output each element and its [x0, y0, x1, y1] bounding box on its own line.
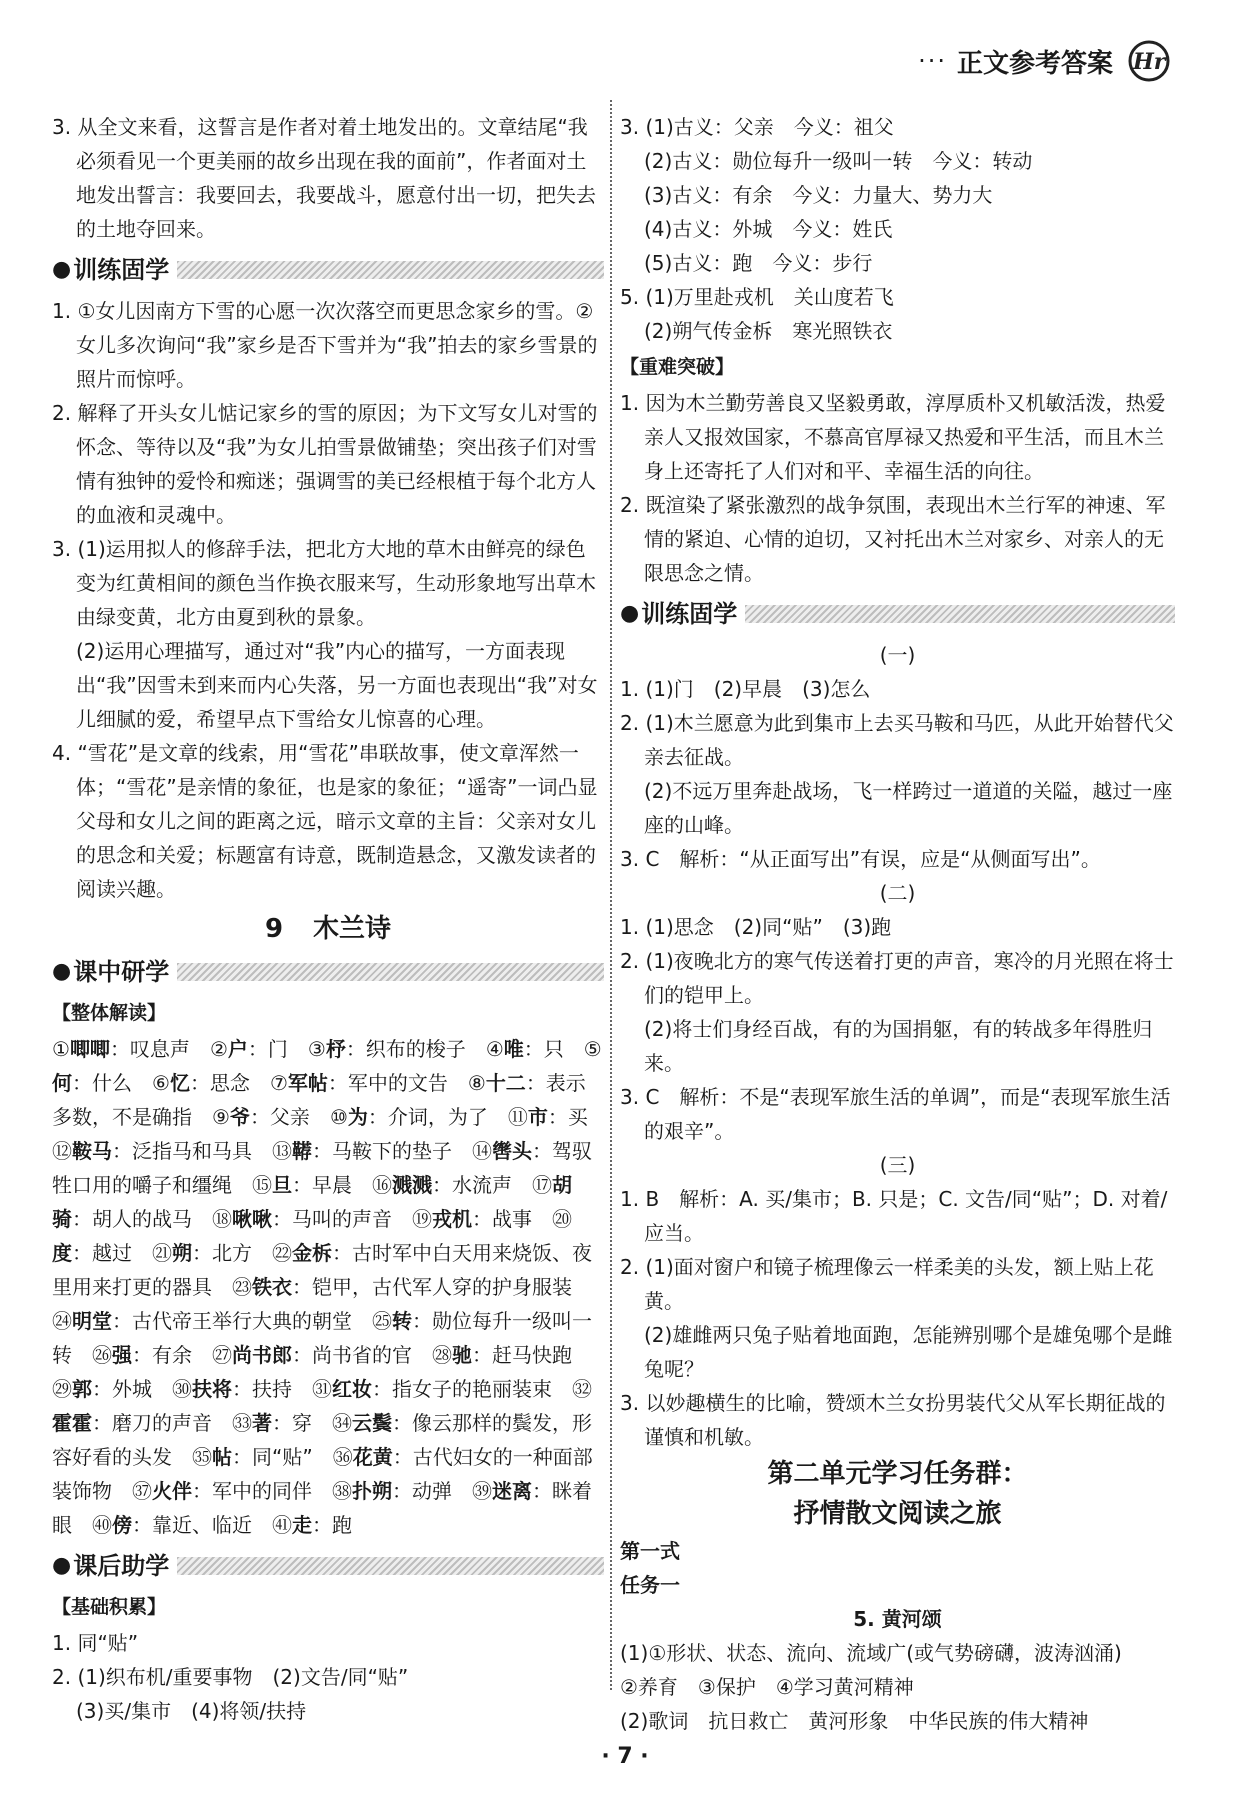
- vocab-definition: ：什么: [72, 1071, 152, 1095]
- vocab-term: 金柝: [292, 1241, 332, 1265]
- page-header: [918, 40, 1175, 82]
- vocab-number: ㊳: [332, 1479, 352, 1503]
- vocab-entry: [412, 1207, 552, 1231]
- tag-whole-reading: 【整体解读】: [52, 1002, 167, 1024]
- vocab-definition: ：介词，为了: [367, 1105, 508, 1129]
- vocab-definition: ：早晨: [292, 1173, 372, 1197]
- vocab-definition: ：古时军中白天用来烧饭、夜里用来打更的器具: [52, 1241, 592, 1299]
- answer-item: 5. (1)万里赴戎机 关山度若飞: [620, 285, 894, 309]
- vocab-term: 啾啾: [232, 1207, 272, 1231]
- vocab-number: ㉟: [192, 1445, 212, 1469]
- answer-item: (2)歌词 抗日救亡 黄河形象 中华民族的伟大精神: [620, 1709, 1089, 1733]
- vocab-entry: [272, 1513, 352, 1537]
- vocab-number: ㉗: [212, 1343, 232, 1367]
- vocab-definition: ：同“贴”: [232, 1445, 333, 1469]
- vocab-definition: ：胡人的战马: [72, 1207, 212, 1231]
- heading-stripe: [177, 261, 604, 279]
- part-label: (一): [879, 643, 916, 667]
- vocab-entry: [508, 1105, 608, 1129]
- vocab-definition: ：越过: [72, 1241, 152, 1265]
- vocab-number: ㉙: [52, 1377, 72, 1401]
- brand-logo-icon: [1123, 40, 1175, 82]
- vocab-term: 度: [52, 1241, 72, 1265]
- answer-item: 3. (1)运用拟人的修辞手法，把北方大地的草木由鲜亮的绿色变为红黄相间的颜色当作换衣服来写，生动形象地写出草木由绿变黄，北方由夏到秋的景象。: [52, 537, 596, 629]
- vocab-term: 霍霍: [52, 1411, 92, 1435]
- vocab-definition: ：只: [523, 1037, 584, 1061]
- answer-item: 2. (1)夜晚北方的寒气传送着打更的声音，寒冷的月光照在将士们的铠甲上。: [620, 949, 1174, 1007]
- vocab-term: 著: [252, 1411, 272, 1435]
- vocab-number: ⑮: [252, 1173, 272, 1197]
- section-title: 课中研学: [73, 958, 170, 986]
- vocab-number: ㉜: [572, 1377, 592, 1401]
- vocab-entry: [372, 1173, 532, 1197]
- vocab-term: 扶将: [192, 1377, 232, 1401]
- vocab-number: ㊲: [132, 1479, 152, 1503]
- answer-item: 2. (1)木兰愿意为此到集市上去买马鞍和马匹，从此开始替代父亲去征战。: [620, 711, 1174, 769]
- vocab-term: 忆: [169, 1071, 190, 1095]
- vocab-term: 强: [112, 1343, 132, 1367]
- vocab-term: 何: [52, 1071, 72, 1095]
- vocab-number: ㉓: [232, 1275, 252, 1299]
- bullet-icon: ●: [620, 601, 640, 626]
- vocab-number: ㊱: [332, 1445, 353, 1469]
- vocab-definition: ：赶马快跑: [472, 1343, 592, 1367]
- vocab-definition: ：磨刀的声音: [92, 1411, 232, 1435]
- vocab-term: 唯: [503, 1037, 524, 1061]
- vocab-term: 爷: [229, 1105, 250, 1129]
- vocab-term: 胡骑: [52, 1173, 572, 1231]
- vocab-entry: [432, 1343, 592, 1367]
- vocab-entry: [212, 1343, 432, 1367]
- vocab-number: ⑯: [372, 1173, 392, 1197]
- answer-item: 3. C 解析：不是“表现军旅生活的单调”，而是“表现军旅生活的艰辛”。: [620, 1085, 1171, 1143]
- answer-item: 2. (1)织布机/重要事物 (2)文告/同“贴”: [52, 1665, 409, 1689]
- vocab-term: 明堂: [72, 1309, 112, 1333]
- header-title: 正文参考答案: [956, 48, 1113, 79]
- vocab-number: ㉝: [232, 1411, 252, 1435]
- vocab-definition: ：军中的同伴: [192, 1479, 332, 1503]
- vocab-term: 走: [292, 1513, 312, 1537]
- vocab-definition: ：扶持: [232, 1377, 312, 1401]
- vocab-term: 杼: [325, 1037, 346, 1061]
- poem-title: 5. 黄河颂: [853, 1607, 942, 1631]
- vocab-definition: ：外城: [92, 1377, 172, 1401]
- vocab-definition: ：有余: [132, 1343, 212, 1367]
- answer-item: (5)古义：跑 今义：步行: [644, 251, 873, 275]
- vocab-entry: [252, 1173, 372, 1197]
- vocab-term: 唧唧: [69, 1037, 110, 1061]
- answer-item: ②养育 ③保护 ④学习黄河精神: [620, 1675, 914, 1699]
- section-title: 课后助学: [73, 1552, 170, 1580]
- vocab-definition: ：驾驭牲口用的嚼子和缰绳: [52, 1139, 592, 1197]
- page-number: · 7 ·: [601, 1744, 649, 1769]
- vocab-number: ⑤: [583, 1037, 602, 1061]
- vocab-entry: [152, 1071, 270, 1095]
- vocab-definition: ：表示多数，不是确指: [52, 1071, 586, 1129]
- vocab-term: 鞯: [292, 1139, 312, 1163]
- vocab-term: 傍: [112, 1513, 132, 1537]
- section-title: 训练固学: [73, 256, 170, 284]
- vocab-number: ⑩: [329, 1105, 348, 1129]
- vocab-definition: ：水流声: [432, 1173, 532, 1197]
- vocab-number: ⑦: [269, 1071, 288, 1095]
- vocab-list: [52, 1032, 608, 1542]
- vocab-number: ㉒: [272, 1241, 292, 1265]
- vocab-entry: [92, 1343, 212, 1367]
- header-dots: ···: [918, 47, 947, 75]
- answer-item: (2)朔气传金柝 寒光照铁衣: [644, 319, 893, 343]
- part-label: (二): [879, 881, 916, 905]
- vocab-definition: ：铠甲，古代军人穿的护身服装: [292, 1275, 592, 1299]
- vocab-definition: ：古代妇女的一种面部装饰物: [52, 1445, 593, 1503]
- section-heading-after: [52, 1546, 604, 1586]
- vocab-entry: [52, 1037, 210, 1061]
- vocab-entry: [486, 1037, 584, 1061]
- vocab-term: 迷离: [492, 1479, 532, 1503]
- column-divider: [610, 100, 612, 1690]
- vocab-definition: ：叹息声: [109, 1037, 210, 1061]
- vocab-term: 驰: [452, 1343, 472, 1367]
- vocab-entry: [172, 1377, 312, 1401]
- vocab-number: ㉞: [332, 1411, 352, 1435]
- vocab-number: ⑫: [52, 1139, 72, 1163]
- vocab-number: ④: [485, 1037, 504, 1061]
- answer-item: (2)古义：勋位每升一级叫一转 今义：转动: [644, 149, 1033, 173]
- vocab-term: 市: [527, 1105, 548, 1129]
- vocab-number: ⑱: [212, 1207, 232, 1231]
- vocab-number: ㉕: [372, 1309, 392, 1333]
- vocab-term: 戎机: [432, 1207, 472, 1231]
- vocab-definition: ：马鞍下的垫子: [312, 1139, 472, 1163]
- answer-item: (2)雄雌两只兔子贴着地面跑，怎能辨别哪个是雄兔哪个是雌兔呢？: [644, 1323, 1173, 1381]
- vocab-number: ⑬: [272, 1139, 292, 1163]
- section-heading-train: [620, 594, 1175, 634]
- section-heading-train: [52, 250, 604, 290]
- vocab-entry: [212, 1105, 330, 1129]
- answer-item: 1. B 解析：A. 买/集市；B. 只是；C. 文告/同“贴”；D. 对着/应当。: [620, 1187, 1168, 1245]
- vocab-term: 为: [347, 1105, 368, 1129]
- task-label: 任务一: [620, 1573, 680, 1597]
- vocab-term: 旦: [272, 1173, 292, 1197]
- section-title: 训练固学: [641, 600, 738, 628]
- answer-item: (2)运用心理描写，通过对“我”内心的描写，一方面表现出“我”因雪未到来而内心失落，另一方面也表现出“我”对女儿细腻的爱，希望早点下雪给女儿惊喜的心理。: [76, 639, 598, 731]
- answer-item: (3)古义：有余 今义：力量大、势力大: [644, 183, 993, 207]
- vocab-definition: ：穿: [272, 1411, 332, 1435]
- vocab-number: ⑥: [152, 1071, 170, 1095]
- vocab-entry: [212, 1207, 412, 1231]
- vocab-entry: [52, 1139, 272, 1163]
- vocab-definition: ：北方: [192, 1241, 272, 1265]
- vocab-definition: ：眯着眼: [52, 1479, 592, 1537]
- vocab-term: 帖: [212, 1445, 232, 1469]
- vocab-definition: ：指女子的艳丽装束: [372, 1377, 572, 1401]
- vocab-number: ⑪: [507, 1105, 528, 1129]
- vocab-definition: ：思念: [189, 1071, 270, 1095]
- part-label: (三): [879, 1153, 916, 1177]
- heading-stripe: [177, 1557, 604, 1575]
- vocab-definition: ：马叫的声音: [272, 1207, 412, 1231]
- vocab-term: 尚书郎: [232, 1343, 292, 1367]
- vocab-entry: [272, 1139, 472, 1163]
- bullet-icon: ●: [52, 1553, 72, 1578]
- vocab-definition: ：买: [547, 1105, 608, 1129]
- answer-item: 2. 解释了开头女儿惦记家乡的雪的原因；为下文写女儿对雪的怀念、等待以及“我”为女儿拍雪景做铺垫；突出孩子们对雪情有独钟的爱怜和痴迷；强调雪的美已经根植于每个北方人的血液和灵魂中。: [52, 401, 598, 527]
- left-column: [52, 110, 608, 1728]
- vocab-number: ⑰: [532, 1173, 552, 1197]
- vocab-number: ㊶: [272, 1513, 292, 1537]
- vocab-definition: ：军中的文告: [327, 1071, 468, 1095]
- answer-item: (4)古义：外城 今义：姓氏: [644, 217, 893, 241]
- vocab-number: ②: [209, 1037, 228, 1061]
- vocab-number: ㊵: [92, 1513, 112, 1537]
- vocab-term: 溅溅: [392, 1173, 432, 1197]
- answer-item: 3. 以妙趣横生的比喻，赞颂木兰女扮男装代父从军长期征战的谨慎和机敏。: [620, 1391, 1166, 1449]
- vocab-number: ㉛: [312, 1377, 332, 1401]
- vocab-term: 户: [227, 1037, 248, 1061]
- vocab-definition: ：像云那样的鬓发，形容好看的头发: [52, 1411, 592, 1469]
- vocab-entry: [270, 1071, 468, 1095]
- vocab-term: 转: [392, 1309, 412, 1333]
- vocab-number: ㉑: [152, 1241, 172, 1265]
- answer-item: 3. (1)古义：父亲 今义：祖父: [620, 115, 894, 139]
- bullet-icon: ●: [52, 257, 72, 282]
- vocab-term: 铁衣: [252, 1275, 292, 1299]
- vocab-number: ⑲: [412, 1207, 432, 1231]
- tag-key-points: 【重难突破】: [620, 356, 735, 378]
- vocab-definition: ：父亲: [249, 1105, 330, 1129]
- vocab-number: ③: [307, 1037, 326, 1061]
- answer-item: (3)买/集市 (4)将领/扶持: [76, 1699, 307, 1723]
- vocab-entry: [52, 1309, 372, 1333]
- vocab-entry: [132, 1479, 332, 1503]
- answer-item: (1)①形状、状态、流向、流域广(或气势磅礴，波涛汹涌): [620, 1641, 1122, 1665]
- svg-text:Hr: Hr: [1133, 49, 1166, 75]
- vocab-number: ⑳: [552, 1207, 572, 1231]
- vocab-number: ①: [52, 1037, 70, 1061]
- vocab-number: ⑭: [472, 1139, 492, 1163]
- vocab-entry: [192, 1445, 333, 1469]
- answer-item: 4. “雪花”是文章的线索，用“雪花”串联故事，使文章浑然一体；“雪花”是亲情的象征，也是家的象征；“遥寄”一词凸显父母和女儿之间的距离之远，暗示文章的主旨：父亲对女儿的思念和关爱；标题富有诗意，既制造悬念，又激发读者的阅读兴趣。: [52, 741, 598, 901]
- unit-title-line2: 抒情散文阅读之旅: [793, 1499, 1002, 1529]
- section-heading-class: [52, 952, 604, 992]
- answer-item: 1. (1)门 (2)早晨 (3)怎么: [620, 677, 871, 701]
- tag-basic: 【基础积累】: [52, 1596, 167, 1618]
- vocab-number: ㉖: [92, 1343, 112, 1367]
- answer-item: 2. (1)面对窗户和镜子梳理像云一样柔美的头发，额上贴上花黄。: [620, 1255, 1154, 1313]
- vocab-entry: [330, 1105, 508, 1129]
- answer-item: 3. C 解析：“从正面写出”有误，应是“从侧面写出”。: [620, 847, 1101, 871]
- vocab-definition: ：跑: [312, 1513, 352, 1537]
- bullet-icon: ●: [52, 959, 72, 984]
- vocab-definition: ：尚书省的官: [292, 1343, 432, 1367]
- form-label: 第一式: [620, 1539, 680, 1563]
- vocab-entry: [92, 1513, 272, 1537]
- vocab-definition: ：门: [247, 1037, 308, 1061]
- vocab-entry: [232, 1411, 332, 1435]
- vocab-term: 红妆: [332, 1377, 372, 1401]
- vocab-entry: [332, 1479, 472, 1503]
- lesson-number: 9: [264, 914, 284, 944]
- vocab-entry: [152, 1241, 272, 1265]
- vocab-definition: ：泛指马和马具: [112, 1139, 272, 1163]
- vocab-definition: ：古代帝王举行大典的朝堂: [112, 1309, 372, 1333]
- answer-item: 1. (1)思念 (2)同“贴” (3)跑: [620, 915, 892, 939]
- answer-item: 1. 因为木兰勤劳善良又坚毅勇敢，淳厚质朴又机敏活泼，热爱亲人又报效国家，不慕高官厚禄又热爱和平生活，而且木兰身上还寄托了人们对和平、幸福生活的向往。: [620, 391, 1166, 483]
- vocab-number: ㉔: [52, 1309, 72, 1333]
- vocab-term: 朔: [172, 1241, 192, 1265]
- vocab-number: ⑨: [212, 1105, 230, 1129]
- vocab-term: 军帖: [287, 1071, 328, 1095]
- vocab-term: 花黄: [352, 1445, 393, 1469]
- vocab-number: ㉘: [432, 1343, 452, 1367]
- lesson-name: 木兰诗: [313, 914, 392, 944]
- lesson-title: [52, 912, 604, 946]
- vocab-number: ㉚: [172, 1377, 192, 1401]
- heading-stripe: [745, 605, 1175, 623]
- intro-answer: 3. 从全文来看，这誓言是作者对着土地发出的。文章结尾“我必须看见一个更美丽的故乡出现在我的面前”，作者面对土地发出誓言：我要回去，我要战斗，愿意付出一切，把失去的土地夺回来。: [52, 115, 596, 241]
- answer-item: 1. 同“贴”: [52, 1631, 139, 1655]
- vocab-term: 十二: [485, 1071, 526, 1095]
- vocab-term: 郭: [72, 1377, 92, 1401]
- vocab-entry: [210, 1037, 308, 1061]
- vocab-definition: ：战事: [472, 1207, 552, 1231]
- vocab-definition: ：织布的梭子: [345, 1037, 486, 1061]
- vocab-number: ㊴: [472, 1479, 492, 1503]
- vocab-number: ⑧: [467, 1071, 486, 1095]
- unit-title-line1: 第二单元学习任务群：: [767, 1459, 1028, 1489]
- vocab-entry: [232, 1275, 592, 1299]
- vocab-term: 云鬓: [352, 1411, 392, 1435]
- heading-stripe: [177, 963, 604, 981]
- vocab-entry: [52, 1377, 172, 1401]
- vocab-term: 火伴: [152, 1479, 192, 1503]
- vocab-term: 鞍马: [72, 1139, 112, 1163]
- vocab-term: 辔头: [492, 1139, 532, 1163]
- answer-item: 2. 既渲染了紧张激烈的战争氛围，表现出木兰行军的神速、军情的紧迫、心情的迫切，又衬托出木兰对家乡、对亲人的无限思念之情。: [620, 493, 1166, 585]
- vocab-term: 扑朔: [352, 1479, 392, 1503]
- answer-item: (2)不远万里奔赴战场，飞一样跨过一道道的关隘，越过一座座的山峰。: [644, 779, 1173, 837]
- vocab-definition: ：勋位每升一级叫一转: [52, 1309, 592, 1367]
- answer-item: 1. ①女儿因南方下雪的心愿一次次落空而更思念家乡的雪。②女儿多次询问“我”家乡是否下雪并为“我”拍去的家乡雪景的照片而惊呼。: [52, 299, 598, 391]
- vocab-entry: [308, 1037, 486, 1061]
- vocab-entry: [312, 1377, 572, 1401]
- answer-item: (2)将士们身经百战，有的为国捐躯，有的转战多年得胜归来。: [644, 1017, 1153, 1075]
- vocab-definition: ：动弹: [392, 1479, 472, 1503]
- right-column: [620, 110, 1175, 1738]
- vocab-definition: ：靠近、临近: [132, 1513, 272, 1537]
